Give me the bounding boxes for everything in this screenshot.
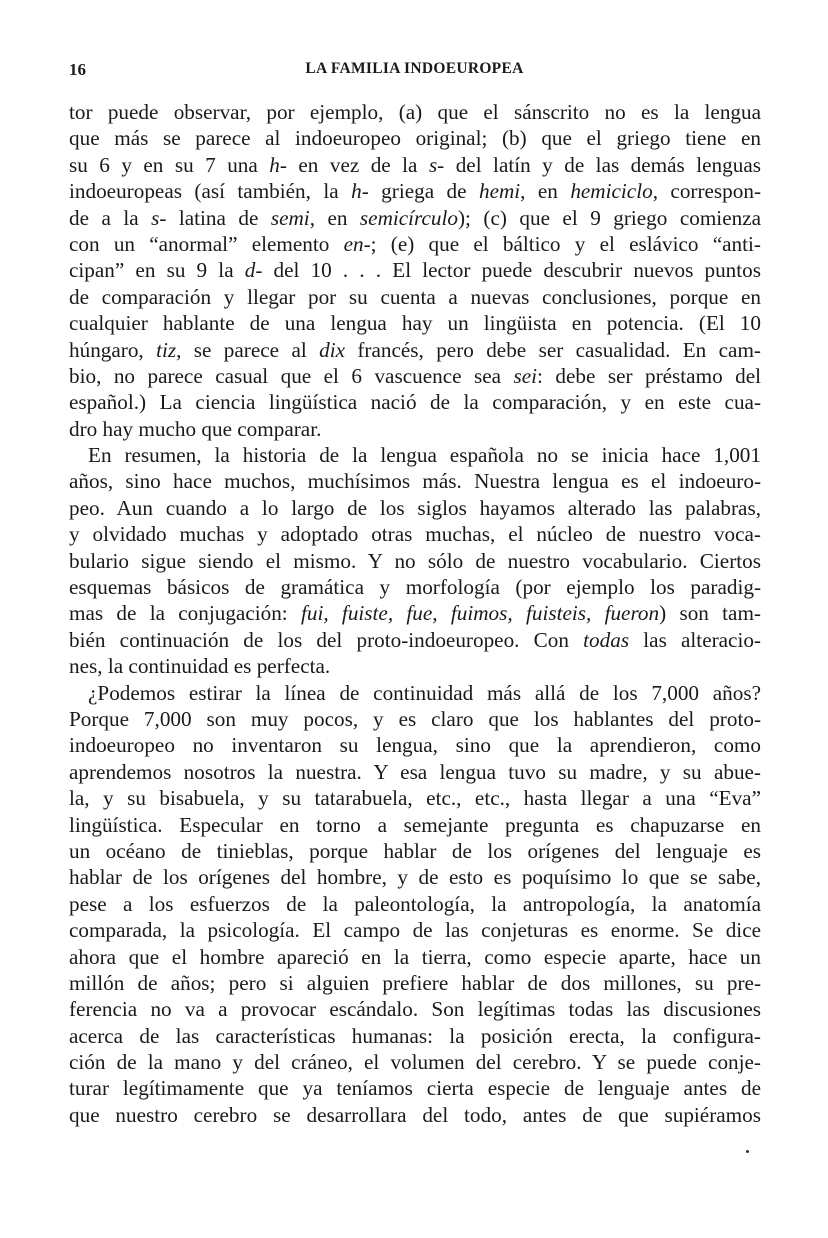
text-run: acerca de las características humanas: la posición erecta, la configura-	[69, 1023, 761, 1048]
text-line	[69, 284, 761, 310]
text-run: : debe ser préstamo del	[537, 363, 762, 388]
page-number: 16	[69, 60, 86, 79]
italic-text: todas	[583, 627, 630, 652]
text-run: un océano de tinieblas, porque hablar de los orígenes del lenguaje es	[69, 838, 761, 863]
text-line	[69, 521, 761, 547]
text-run: nes, la continuidad es perfecta.	[69, 654, 331, 679]
paragraph	[69, 99, 761, 442]
text-run: húngaro,	[69, 337, 157, 362]
text-line	[69, 205, 761, 231]
text-run: griega de	[368, 179, 479, 204]
text-run: indoeuropeas (así también, la	[69, 179, 352, 204]
text-run: en vez de la	[286, 152, 429, 177]
text-line	[69, 785, 761, 811]
body-text	[69, 99, 761, 1128]
text-run: tor puede observar, por ejemplo, (a) que el sánscrito no es la lengua	[69, 100, 761, 124]
text-run: , correspon-	[652, 179, 762, 204]
text-run: aprendemos nosotros la nuestra. Y esa lengua tuvo su madre, y su abue-	[69, 759, 761, 784]
text-line	[69, 1049, 761, 1075]
italic-text: semi	[270, 205, 310, 230]
text-run: hablar de los orígenes del hombre, y de esto es poquísimo lo que se sabe,	[69, 865, 761, 890]
text-line	[69, 838, 761, 864]
paragraph	[69, 680, 761, 1129]
text-run: bulario sigue siendo el mismo. Y no sólo de nuestro vocabulario. Ciertos	[69, 548, 761, 573]
text-run: pese a los esfuerzos de la paleontología, la antropología, la anatomía	[69, 891, 761, 916]
text-run: su 6 y en su 7 una	[69, 152, 270, 177]
text-run: ción de la mano y del cráneo, el volumen del cerebro. Y se puede conje-	[69, 1050, 761, 1075]
text-line	[69, 310, 761, 336]
text-line	[69, 178, 761, 204]
italic-text: h-	[351, 179, 369, 204]
italic-text: d-	[244, 258, 263, 283]
italic-text: dix	[319, 337, 345, 362]
text-line	[69, 732, 761, 758]
text-run: la, y su bisabuela, y su tatarabuela, etc., etc., hasta llegar a una “Eva”	[69, 786, 761, 811]
text-run: cipan” en su 9 la	[69, 258, 245, 283]
text-run: con un “anormal” elemento	[69, 231, 344, 256]
text-line	[69, 996, 761, 1022]
text-line	[69, 627, 761, 653]
text-line	[69, 680, 761, 706]
text-line	[69, 363, 761, 389]
text-run: lingüística. Especular en torno a semejante pregunta es chapuzarse en	[69, 812, 761, 837]
text-run: ferencia no va a provocar escándalo. Son legítimas todas las discusiones	[69, 997, 761, 1022]
text-run: bién continuación de los del proto-indoeuropeo. Con	[69, 627, 584, 652]
text-run: millón de años; pero si alguien prefiere hablar de dos millones, su pre-	[69, 970, 761, 995]
text-line	[69, 416, 761, 442]
italic-text: fui, fuiste, fue, fuimos, fuisteis, fueron	[300, 601, 660, 626]
text-run: ahora que el hombre apareció en la tierra, como especie aparte, hace un	[69, 944, 761, 969]
text-line	[69, 442, 761, 468]
italic-text: semicírculo	[359, 205, 458, 230]
text-run: español.) La ciencia lingüística nació de la comparación, y en este cua-	[69, 390, 761, 415]
italic-text: hemi	[478, 179, 521, 204]
text-run: En resumen, la historia de la lengua española no se inicia hace 1,001	[88, 443, 761, 468]
text-run: esquemas básicos de gramática y morfología (por ejemplo los paradig-	[69, 575, 761, 600]
text-run: , se parece al	[176, 337, 320, 362]
text-line	[69, 574, 761, 600]
text-run: años, sino hace muchos, muchísimos más. Nuestra lengua es el indoeuro-	[69, 469, 761, 494]
text-line	[69, 257, 761, 283]
text-line	[69, 864, 761, 890]
text-run: indoeuropeo no inventaron su lengua, sino que la aprendieron, como	[69, 733, 761, 758]
text-run: ); (c) que el 9 griego comienza	[458, 205, 762, 230]
text-line	[69, 759, 761, 785]
text-run: francés, pero debe ser casualidad. En cam-	[345, 337, 761, 362]
text-line	[69, 99, 761, 125]
text-run: mas de la conjugación:	[69, 601, 301, 626]
text-run: , en	[520, 179, 571, 204]
text-run: peo. Aun cuando a lo largo de los siglos hayamos alterado las palabras,	[69, 495, 761, 520]
text-line	[69, 653, 761, 679]
text-run: que nuestro cerebro se desarrollara del todo, antes de que supiéramos	[69, 1102, 761, 1127]
text-line	[69, 125, 761, 151]
text-line	[69, 495, 761, 521]
running-title: LA FAMILIA INDOEUROPEA	[305, 60, 524, 77]
text-run: turar legítimamente que ya teníamos cierta especie de lenguaje antes de	[69, 1076, 761, 1101]
text-run: , en	[309, 205, 360, 230]
text-line	[69, 548, 761, 574]
text-run: las alteracio-	[629, 627, 761, 652]
text-run: y olvidado muchas y adoptado otras muchas, el núcleo de nuestro voca-	[69, 522, 761, 547]
text-run: del latín y de las demás lenguas	[444, 152, 761, 177]
italic-text: en-	[343, 231, 371, 256]
speck-mark	[746, 1150, 749, 1153]
text-line	[69, 389, 761, 415]
text-run: ) son tam-	[659, 601, 761, 626]
text-run: de a la	[69, 205, 152, 230]
text-run: cualquier hablante de una lengua hay un lingüista en potencia. (El 10	[69, 311, 761, 336]
text-line	[69, 812, 761, 838]
italic-text: s-	[428, 152, 445, 177]
italic-text: tiz	[156, 337, 177, 362]
text-line	[69, 944, 761, 970]
text-line	[69, 468, 761, 494]
italic-text: hemiciclo	[570, 179, 653, 204]
text-line	[69, 231, 761, 257]
italic-text: s-	[151, 205, 167, 230]
text-line	[69, 337, 761, 363]
text-run: del 10 . . . El lector puede descubrir nuevos puntos	[262, 258, 761, 283]
text-line	[69, 1075, 761, 1101]
text-line	[69, 1023, 761, 1049]
italic-text: h-	[269, 152, 287, 177]
text-run: bio, no parece casual que el 6 vascuence sea	[69, 363, 514, 388]
text-line	[69, 152, 761, 178]
italic-text: sei	[513, 363, 538, 388]
text-run: que más se parece al indoeuropeo original; (b) que el griego tiene en	[69, 126, 761, 151]
text-run: de comparación y llegar por su cuenta a nuevas conclusiones, porque en	[69, 284, 761, 309]
text-line	[69, 917, 761, 943]
text-run: Porque 7,000 son muy pocos, y es claro que los hablantes del proto-	[69, 706, 761, 731]
text-run: latina de	[166, 205, 271, 230]
text-line	[69, 970, 761, 996]
text-line	[69, 600, 761, 626]
text-run: comparada, la psicología. El campo de las conjeturas es enorme. Se dice	[69, 918, 761, 943]
text-line	[69, 706, 761, 732]
text-run: ¿Podemos estirar la línea de continuidad más allá de los 7,000 años?	[88, 680, 761, 705]
text-run: ; (e) que el báltico y el eslávico “anti-	[370, 231, 761, 256]
text-line	[69, 1102, 761, 1128]
text-line	[69, 891, 761, 917]
text-run: dro hay mucho que comparar.	[69, 416, 322, 441]
running-header	[69, 60, 760, 84]
paragraph	[69, 442, 761, 680]
